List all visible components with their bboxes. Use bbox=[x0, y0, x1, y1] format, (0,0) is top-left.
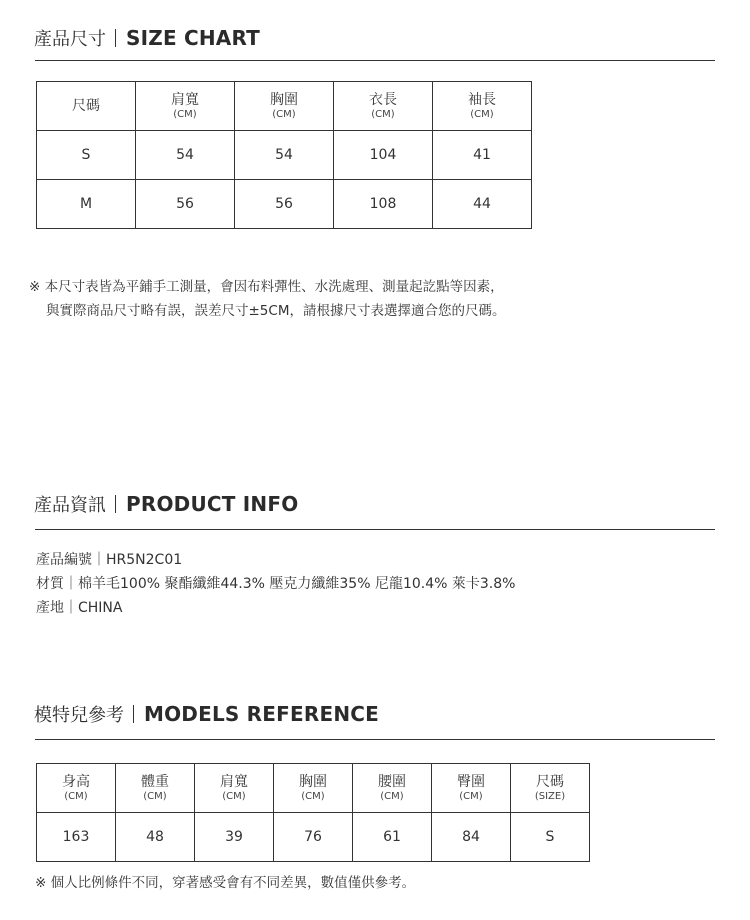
info-value: CHINA bbox=[78, 600, 123, 616]
column-unit: (CM) bbox=[143, 790, 167, 802]
models-reference-title-en: MODELS REFERENCE bbox=[144, 702, 380, 726]
column-unit: (CM) bbox=[272, 108, 296, 120]
models-reference-cell: 39 bbox=[195, 813, 274, 862]
size-chart-cell: 56 bbox=[235, 180, 334, 229]
product-info-title-en: PRODUCT INFO bbox=[126, 492, 299, 516]
product-info-list bbox=[36, 548, 515, 620]
size-chart-cell: 54 bbox=[136, 131, 235, 180]
size-chart-cell: 44 bbox=[433, 180, 532, 229]
info-separator: ｜ bbox=[64, 600, 78, 616]
column-unit: (CM) bbox=[371, 108, 395, 120]
models-reference-cell: 84 bbox=[432, 813, 511, 862]
size-chart-title-en: SIZE CHART bbox=[126, 26, 261, 50]
column-label: 尺碼 bbox=[72, 98, 100, 114]
size-chart-title-zh: 產品尺寸 bbox=[34, 29, 106, 50]
column-label: 袖長 bbox=[468, 91, 496, 108]
column-unit: (CM) bbox=[380, 790, 404, 802]
column-label: 尺碼 bbox=[536, 773, 564, 790]
size-chart-cell: S bbox=[37, 131, 136, 180]
size-chart-header-row bbox=[37, 82, 532, 131]
product-info-title bbox=[34, 494, 298, 515]
models-reference-row bbox=[37, 813, 590, 862]
info-value: 棉羊毛100% 聚酯纖維44.3% 壓克力纖維35% 尼龍10.4% 萊卡3.8% bbox=[78, 576, 516, 592]
size-chart-header-cell bbox=[235, 82, 334, 131]
size-chart-table bbox=[36, 81, 532, 229]
size-chart-title bbox=[34, 28, 260, 49]
size-chart-header-cell bbox=[37, 82, 136, 131]
product-info-item-material bbox=[36, 572, 515, 596]
product-info-item-origin bbox=[36, 596, 515, 620]
models-reference-header-cell bbox=[274, 764, 353, 813]
size-chart-cell: 54 bbox=[235, 131, 334, 180]
size-chart-header-cell bbox=[433, 82, 532, 131]
models-reference-cell: S bbox=[511, 813, 590, 862]
product-info-divider bbox=[35, 529, 715, 530]
models-reference-divider bbox=[35, 739, 715, 740]
size-chart-header-cell bbox=[136, 82, 235, 131]
title-separator bbox=[133, 705, 134, 723]
size-chart-cell: 41 bbox=[433, 131, 532, 180]
info-separator: ｜ bbox=[64, 576, 78, 592]
column-label: 肩寬 bbox=[171, 91, 199, 108]
models-reference-header-cell bbox=[511, 764, 590, 813]
info-value: HR5N2C01 bbox=[106, 552, 183, 568]
models-reference-header-cell bbox=[353, 764, 432, 813]
models-reference-cell: 76 bbox=[274, 813, 353, 862]
size-chart-cell: 56 bbox=[136, 180, 235, 229]
column-unit: (CM) bbox=[222, 790, 246, 802]
models-reference-header-row bbox=[37, 764, 590, 813]
info-label: 產地 bbox=[36, 600, 64, 616]
size-chart-header-cell bbox=[334, 82, 433, 131]
size-chart-divider bbox=[35, 60, 715, 61]
column-label: 腰圍 bbox=[378, 773, 406, 790]
column-label: 體重 bbox=[141, 773, 169, 790]
size-chart-note-line-2: 與實際商品尺寸略有誤，誤差尺寸±5CM，請根據尺寸表選擇適合您的尺碼。 bbox=[46, 303, 506, 319]
column-unit: (CM) bbox=[459, 790, 483, 802]
column-label: 胸圍 bbox=[299, 773, 327, 790]
column-unit: (CM) bbox=[301, 790, 325, 802]
column-unit: (SIZE) bbox=[534, 790, 566, 802]
size-chart-cell: M bbox=[37, 180, 136, 229]
models-reference-header-cell bbox=[195, 764, 274, 813]
column-unit: (CM) bbox=[470, 108, 494, 120]
models-reference-header-cell bbox=[116, 764, 195, 813]
column-label: 胸圍 bbox=[270, 91, 298, 108]
models-reference-note: ※ 個人比例條件不同，穿著感受會有不同差異，數值僅供參考。 bbox=[35, 875, 416, 891]
column-unit: (CM) bbox=[173, 108, 197, 120]
size-chart-cell: 108 bbox=[334, 180, 433, 229]
size-chart-row bbox=[37, 131, 532, 180]
column-label: 身高 bbox=[62, 773, 90, 790]
product-info-item-code bbox=[36, 548, 515, 572]
size-chart-cell: 104 bbox=[334, 131, 433, 180]
models-reference-title bbox=[34, 704, 379, 725]
column-unit: (CM) bbox=[64, 790, 88, 802]
title-separator bbox=[115, 495, 116, 513]
title-separator bbox=[115, 29, 116, 47]
info-label: 材質 bbox=[36, 576, 64, 592]
models-reference-cell: 163 bbox=[37, 813, 116, 862]
models-reference-title-zh: 模特兒參考 bbox=[34, 705, 124, 726]
size-chart-note-line-1: ※ 本尺寸表皆為平鋪手工測量，會因布料彈性、水洗處理、測量起訖點等因素， bbox=[29, 279, 504, 295]
column-label: 臀圍 bbox=[457, 773, 485, 790]
models-reference-cell: 61 bbox=[353, 813, 432, 862]
info-label: 產品編號 bbox=[36, 552, 92, 568]
info-separator: ｜ bbox=[92, 552, 106, 568]
models-reference-cell: 48 bbox=[116, 813, 195, 862]
column-label: 肩寬 bbox=[220, 773, 248, 790]
models-reference-header-cell bbox=[37, 764, 116, 813]
column-label: 衣長 bbox=[369, 91, 397, 108]
models-reference-table bbox=[36, 763, 590, 862]
product-info-title-zh: 產品資訊 bbox=[34, 495, 106, 516]
size-chart-row bbox=[37, 180, 532, 229]
models-reference-header-cell bbox=[432, 764, 511, 813]
